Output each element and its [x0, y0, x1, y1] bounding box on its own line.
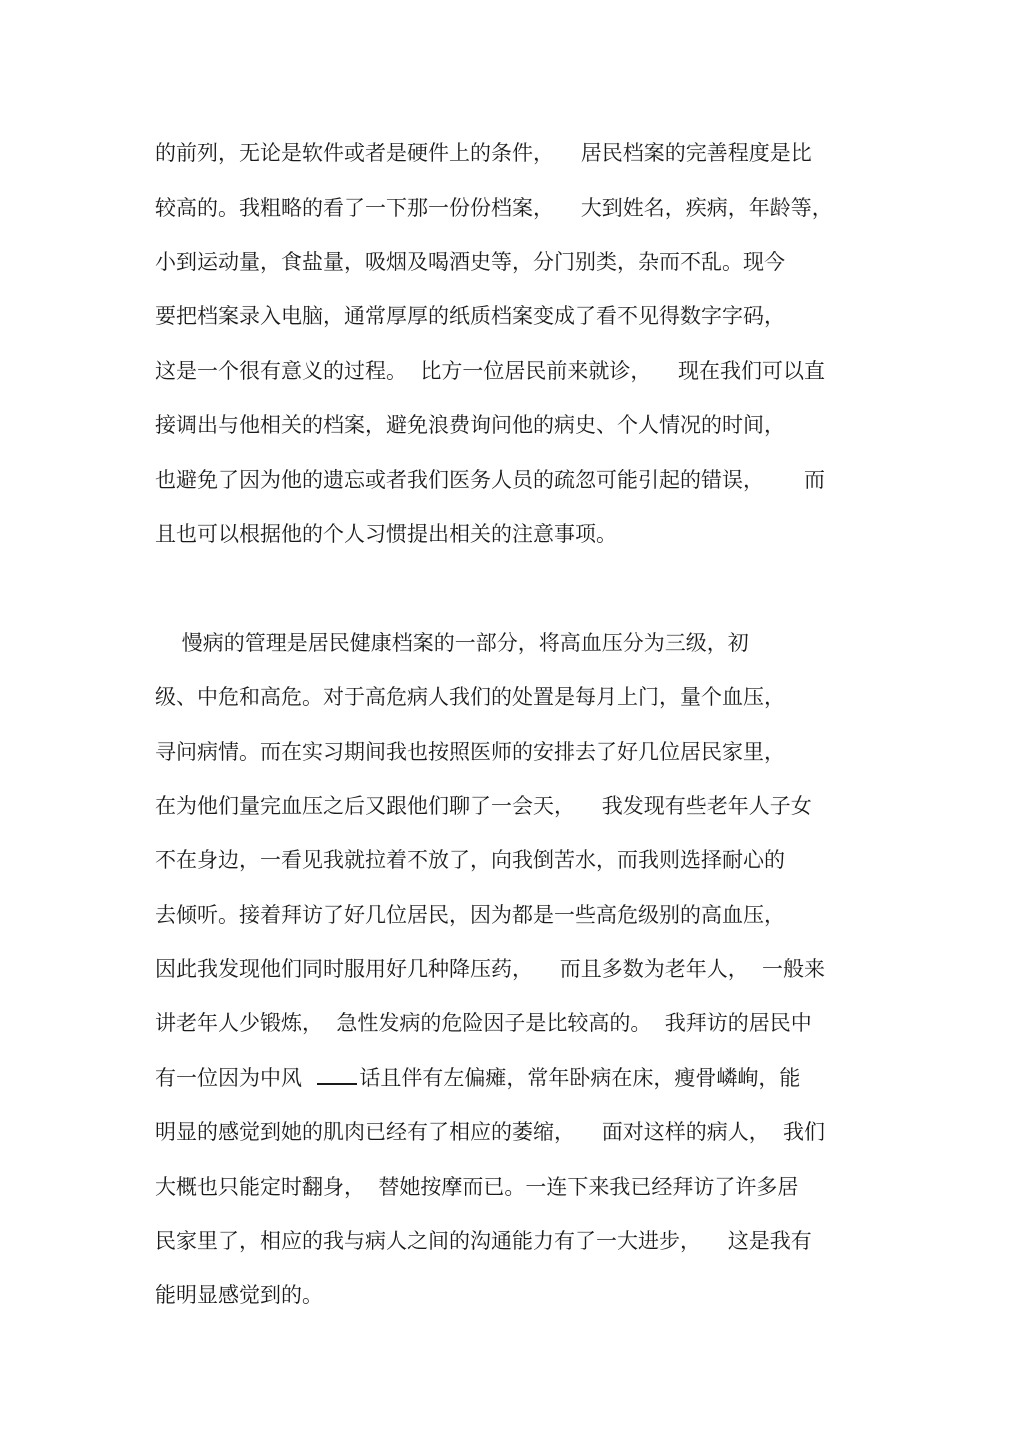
- paragraph1-line-4: 要把档案录入电脑，通常厚厚的纸质档案变成了看不见得数字字码，: [155, 304, 785, 328]
- paragraph2-line-9: [155, 1062, 870, 1094]
- paragraph2-line-3: 寻问病情。而在实习期间我也按照医师的安排去了好几位居民家里，: [155, 740, 785, 764]
- paragraph1-line-6: 接调出与他相关的档案，避免浪费询问他的病史、个人情况的时间，: [155, 413, 785, 437]
- paragraph1-line-7: 也避免了因为他的遗忘或者我们医务人员的疏忽可能引起的错误， 而: [155, 468, 826, 492]
- paragraph2-line-10: 明显的感觉到她的肌肉已经有了相应的萎缩， 面对这样的病人， 我们: [155, 1120, 826, 1144]
- paragraph2-line-4: 在为他们量完血压之后又跟他们聊了一会天， 我发现有些老年人子女: [155, 794, 812, 818]
- paragraph1-line-2: 较高的。我粗略的看了一下那一份份档案， 大到姓名，疾病，年龄等，: [155, 196, 833, 220]
- paragraph2-line-5: 不在身边，一看见我就拉着不放了，向我倒苦水，而我则选择耐心的: [155, 848, 785, 872]
- line-text-after-blank: 话且伴有左偏瘫，常年卧病在床，瘦骨嶙峋，能: [359, 1066, 801, 1090]
- line-text-before-blank: 有一位因为中风: [155, 1066, 316, 1090]
- paragraph1-line-8: 且也可以根据他的个人习惯提出相关的注意事项。: [155, 522, 617, 546]
- blank-underline: [317, 1065, 357, 1085]
- paragraph2-line-7: 因此我发现他们同时服用好几种降压药， 而且多数为老年人， 一般来: [155, 957, 826, 981]
- paragraph2-line-1: 慢病的管理是居民健康档案的一部分，将高血压分为三级，初: [155, 631, 749, 655]
- paragraph1-line-3: 小到运动量，食盐量，吸烟及喝酒史等，分门别类，杂而不乱。现今: [155, 250, 785, 274]
- paragraph2-line-12: 民家里了，相应的我与病人之间的沟通能力有了一大进步， 这是我有: [155, 1229, 812, 1253]
- paragraph2-line-6: 去倾听。接着拜访了好几位居民，因为都是一些高危级别的高血压，: [155, 903, 785, 927]
- paragraph2-line-13: 能明显感觉到的。: [155, 1283, 323, 1307]
- paragraph2-line-2: 级、中危和高危。对于高危病人我们的处置是每月上门，量个血压，: [155, 685, 785, 709]
- paragraph1-line-1: 的前列，无论是软件或者是硬件上的条件， 居民档案的完善程度是比: [155, 141, 812, 165]
- paragraph2-line-11: 大概也只能定时翻身， 替她按摩而已。一连下来我已经拜访了许多居: [155, 1175, 799, 1199]
- paragraph1-line-5: 这是一个很有意义的过程。 比方一位居民前来就诊， 现在我们可以直: [155, 359, 826, 383]
- paragraph2-line-8: 讲老年人少锻炼， 急性发病的危险因子是比较高的。 我拜访的居民中: [155, 1011, 812, 1035]
